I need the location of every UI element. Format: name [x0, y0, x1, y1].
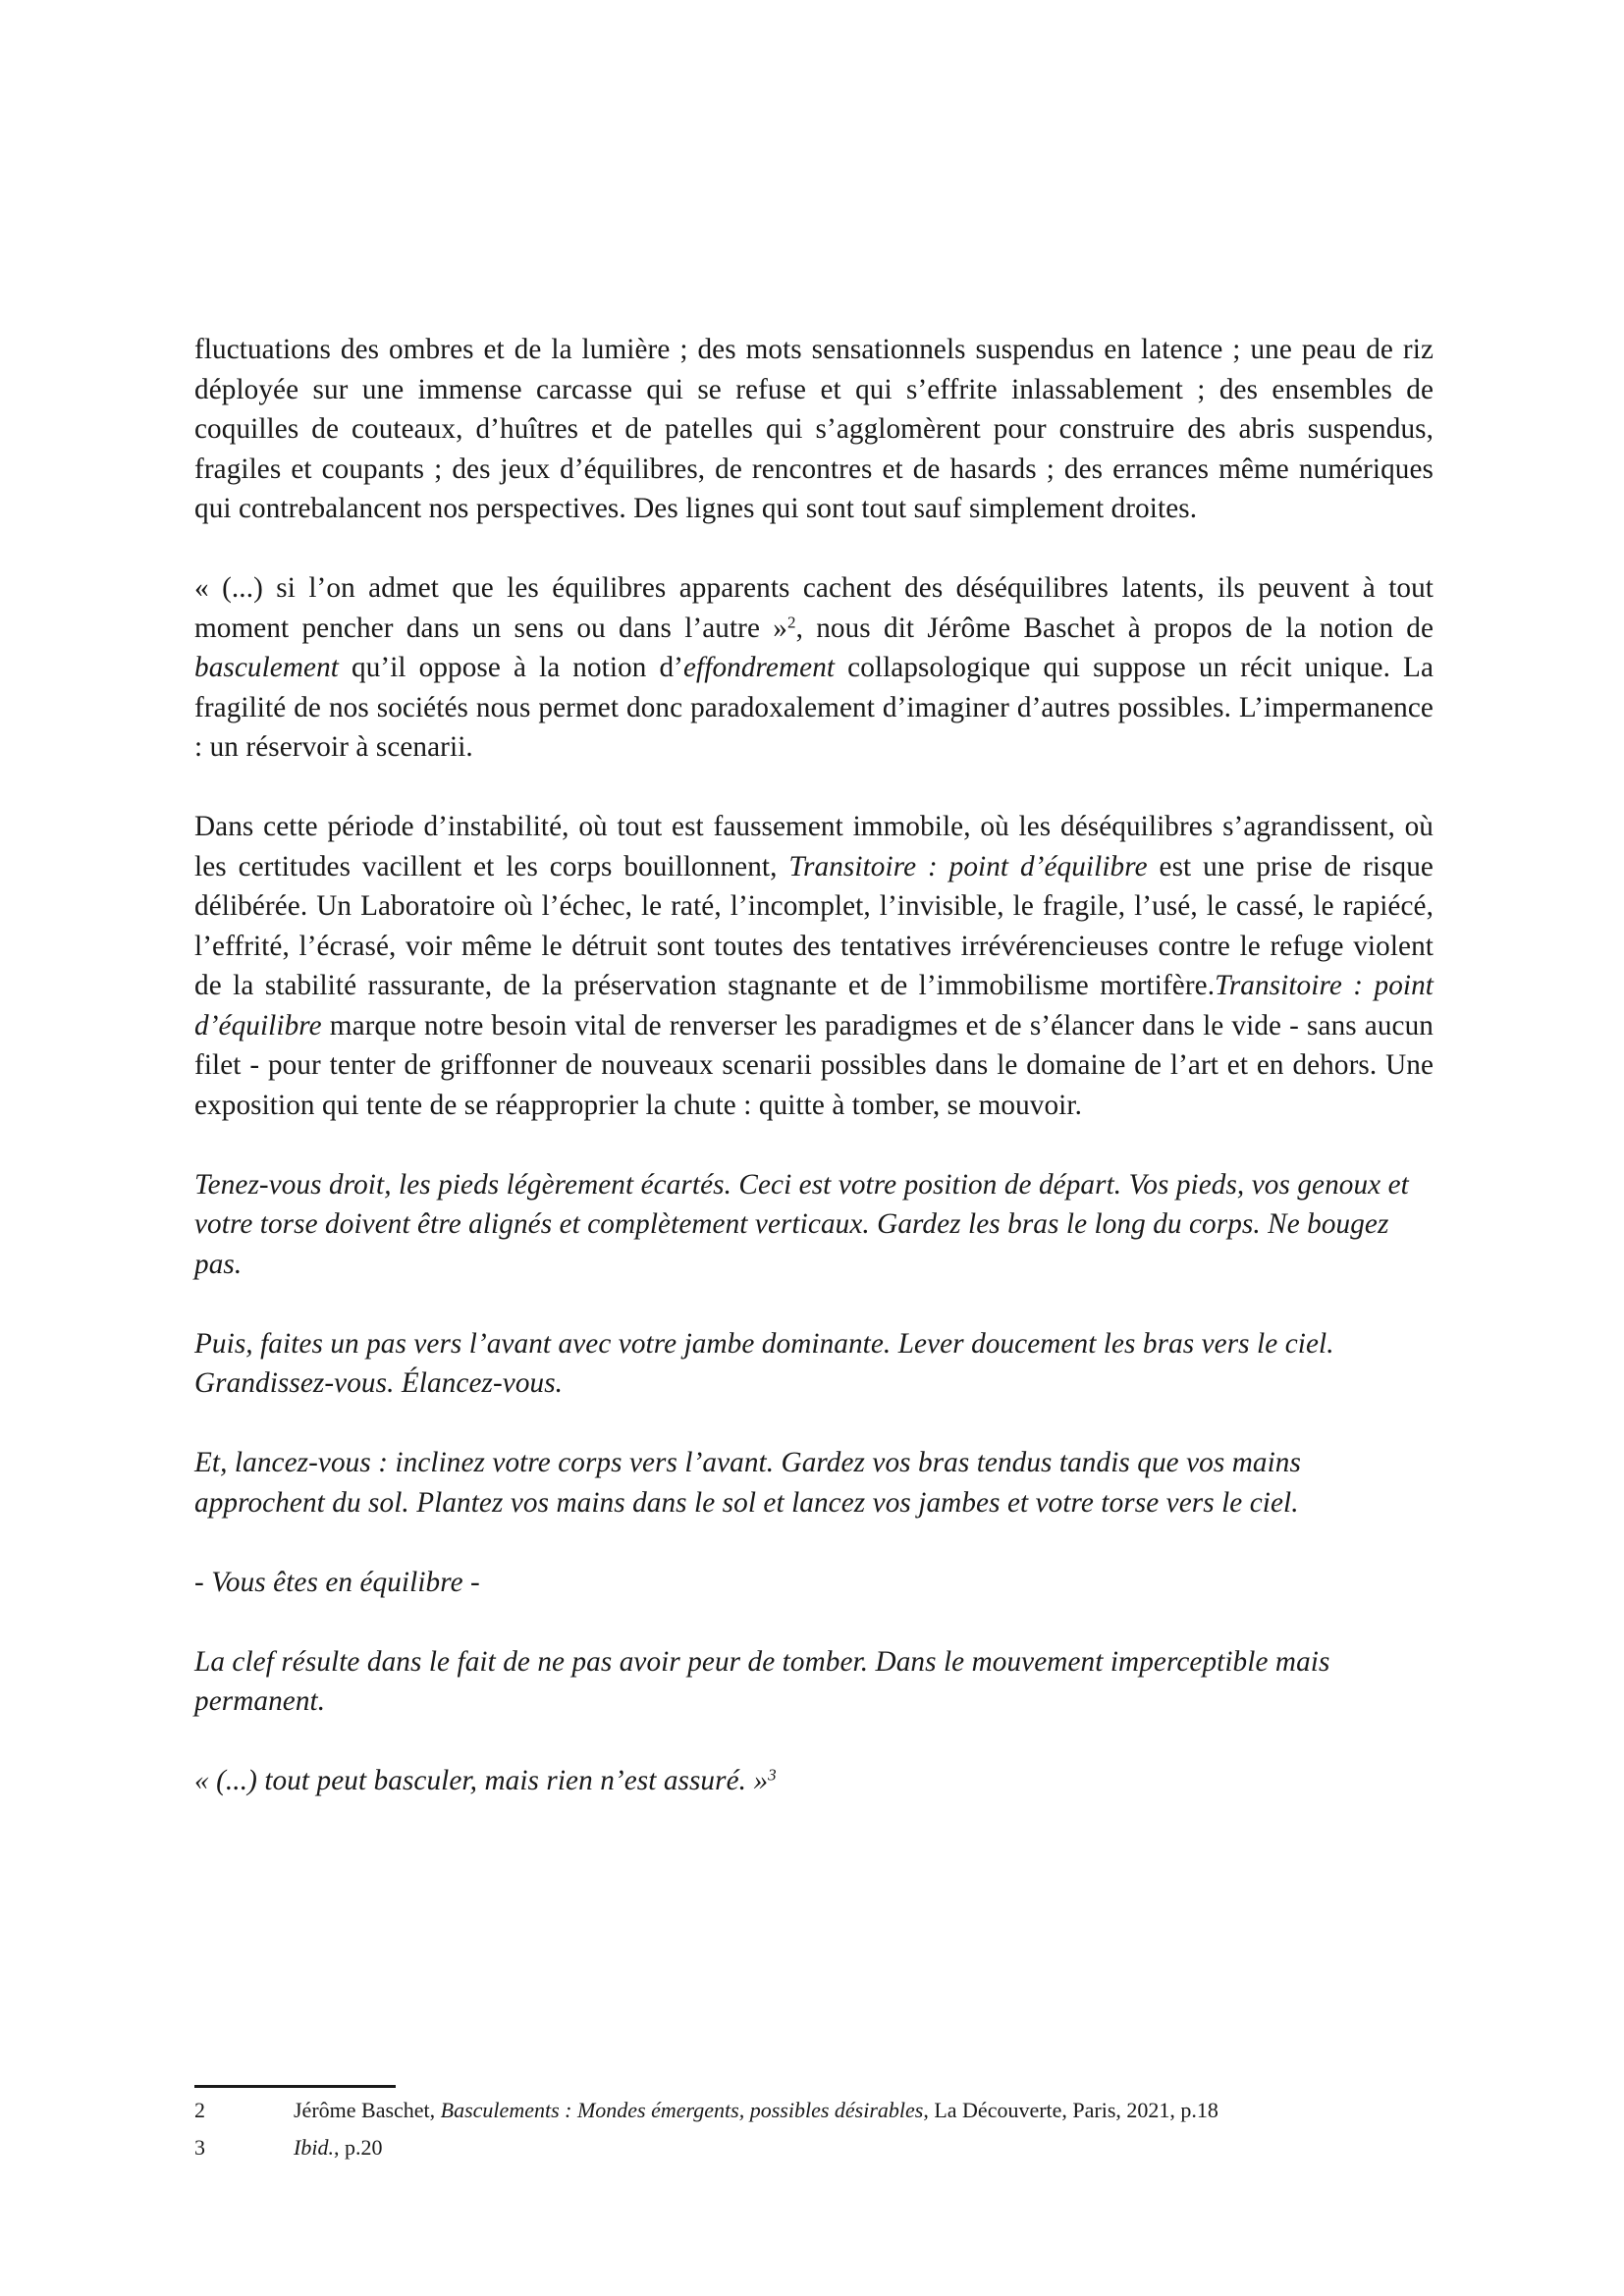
- footnote-2: [194, 2092, 1434, 2129]
- closing-quote: [194, 1761, 1434, 1801]
- footnote-3: [194, 2129, 1434, 2166]
- paragraph-1: fluctuations des ombres et de la lumière ; des mots sensationnels suspendus en latence ; une peau de riz déployée sur une immense carcasse qui se refuse et qui s’effrite inlassablement ; des ensembles de coquilles de couteaux, d’huîtres et de patelles qui s’agglomèrent pour construire des abris suspendus, fragiles et coupants ; des jeux d’équilibres, de rencontres et de hasards ; des errances même numériques qui contrebalancent nos perspectives. Des lignes qui sont tout sauf simplement droites.: [194, 334, 1434, 524]
- footnote-number: 2: [194, 2098, 205, 2122]
- footnote-book-title: Basculements : Mondes émergents, possibles désirables: [440, 2098, 924, 2122]
- paragraph-3-text-a: Dans cette période d’instabilité, où tout est faussement immobile, où les déséquilibres s’agrandissent, où les certitudes vacillent et les corps bouillonnent,: [194, 811, 1434, 882]
- footnote-separator: [194, 2085, 396, 2088]
- footnote-number: 3: [194, 2135, 205, 2160]
- footnote-page: , p.20: [333, 2135, 383, 2160]
- paragraph-2-text-b: , nous dit Jérôme Baschet à propos de la notion de: [795, 612, 1435, 644]
- instruction-4: - Vous êtes en équilibre -: [194, 1566, 480, 1598]
- closing-quote-text: « (...) tout peut basculer, mais rien n’est assuré. »: [194, 1765, 769, 1796]
- footnote-ref-2: 2: [786, 613, 796, 632]
- instruction-5: La clef résulte dans le fait de ne pas avoir peur de tomber. Dans le mouvement imperceptible mais permanent.: [194, 1645, 1330, 1717]
- footnote-text: [294, 2092, 1434, 2129]
- paragraph-2-text-c: qu’il oppose à la notion d’: [339, 652, 683, 683]
- quote-text: « (...) si l’on admet que les équilibres apparents cachent des déséquilibres latents, ils peuvent à tout moment pencher dans un sens ou dans l’autre »: [194, 572, 1434, 644]
- exhibition-title: Transitoire : point d’équilibre: [194, 970, 1435, 1041]
- footnote-text: [294, 2129, 1434, 2166]
- footnote-ref-3: 3: [768, 1765, 777, 1785]
- paragraph-3-text-c: marque notre besoin vital de renverser les paradigmes et de s’élancer dans le vide - sans aucun filet - pour tenter de griffonner de nouveaux scenarii possibles dans le domaine de l’art et en dehors. Une exposition qui tente de se réapproprier la chute : quitte à tomber, se mouvoir.: [194, 1009, 1434, 1121]
- footnotes: [194, 2092, 1434, 2166]
- paragraph-3: [194, 807, 1434, 1125]
- body-text: [194, 330, 1434, 1801]
- exhibition-title: Transitoire : point d’équilibre: [788, 850, 1148, 882]
- term-basculement: basculement: [194, 652, 339, 683]
- instruction-2: Puis, faites un pas vers l’avant avec votre jambe dominante. Lever doucement les bras vers le ciel. Grandissez-vous. Élancez-vous.: [194, 1327, 1334, 1399]
- paragraph-3-text-b: est une prise de risque délibérée. Un Laboratoire où l’échec, le raté, l’incomplet, l’invisible, le fragile, l’usé, le cassé, le rapiécé, l’effrité, l’écrasé, voir même le détruit sont toutes des tentatives irrévérencieuses contre le refuge violent de la stabilité rassurante, de la préservation stagnante et de l’immobilisme mortifère.: [194, 850, 1434, 1001]
- term-effondrement: effondrement: [683, 652, 836, 683]
- footnote-publication: , La Découverte, Paris, 2021, p.18: [923, 2098, 1218, 2122]
- paragraph-2-text-d: collapsologique qui suppose un récit unique. La fragilité de nos sociétés nous permet donc paradoxalement d’imaginer d’autres possibles. L’impermanence : un réservoir à scenarii.: [194, 652, 1434, 763]
- instruction-1: Tenez-vous droit, les pieds légèrement écartés. Ceci est votre position de départ. Vos pieds, vos genoux et votre torse doivent être alignés et complètement verticaux. Gardez les bras le long du corps. Ne bougez pas.: [194, 1168, 1409, 1280]
- paragraph-2: [194, 568, 1434, 768]
- instruction-3: Et, lancez-vous : inclinez votre corps vers l’avant. Gardez vos bras tendus tandis que vos mains approchent du sol. Plantez vos mains dans le sol et lancez vos jambes et votre torse vers le ciel.: [194, 1447, 1301, 1519]
- footnote-author: Jérôme Baschet,: [294, 2098, 441, 2122]
- footnote-ibid: Ibid.: [294, 2135, 334, 2160]
